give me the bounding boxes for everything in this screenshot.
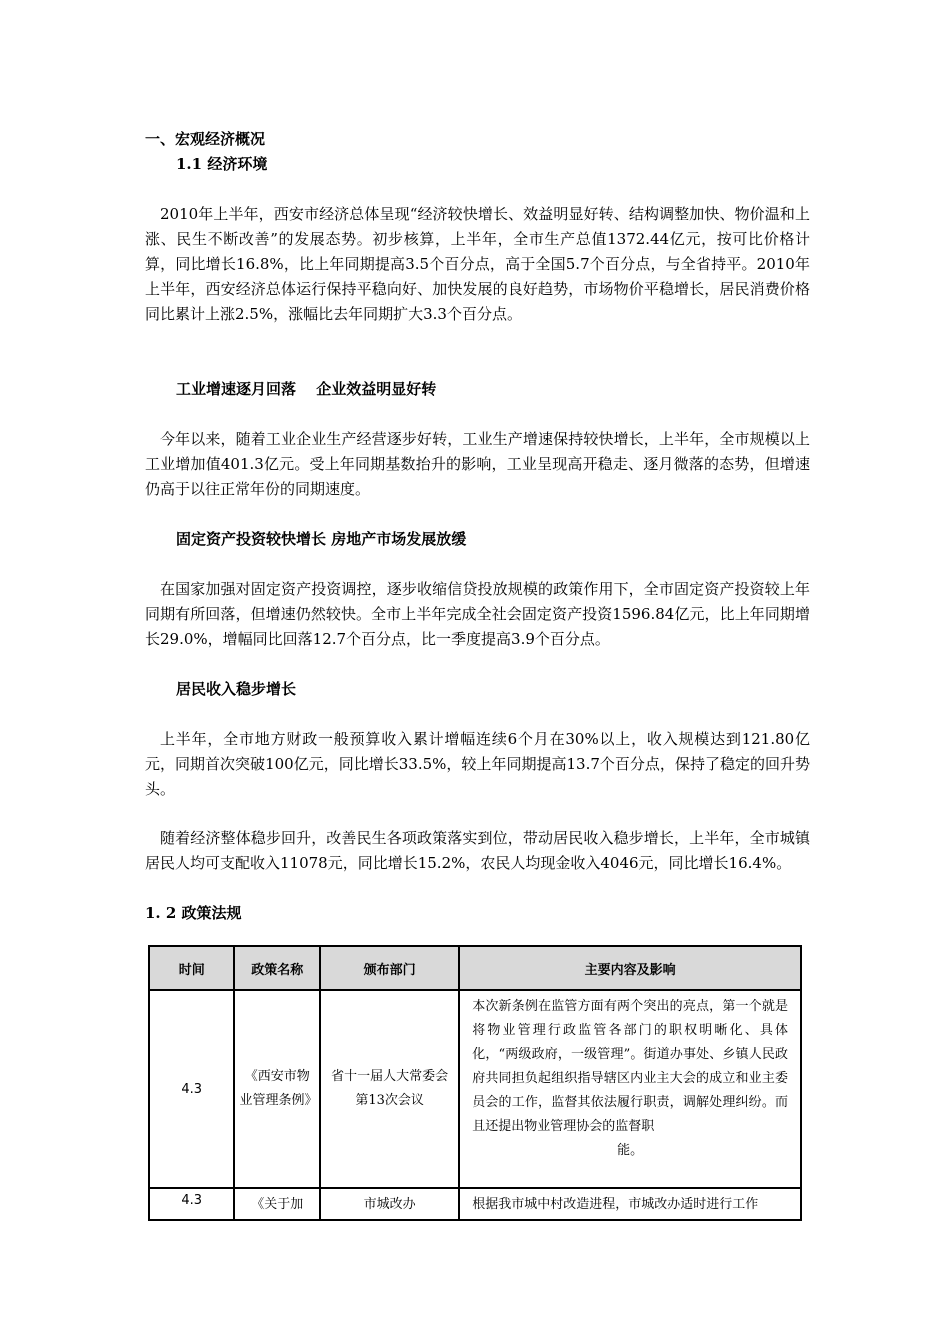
section-title: 一、宏观经济概况 (145, 130, 266, 148)
paragraph-overview: 2010年上半年，西安市经济总体呈现“经济较快增长、效益明显好转、结构调整加快、物价温和上涨、民生不断改善”的发展态势。初步核算，上半年，全市生产总值1372.44亿元，按可比价格计算，同比增长16.8%，比上年同期提高3.5个百分点，高于全国5.7个百分点，与全省持平。2010年上半年，西安经济总体运行保持平稳向好、加快发展的良好趋势，市场物价平稳增长，居民消费价格同比累计上涨2.5%，涨幅比去年同期扩大3.3个百分点。 (145, 205, 810, 323)
cell-time: 4.3 (149, 990, 234, 1188)
cell-department: 市城改办 (320, 1188, 459, 1220)
header-time: 时间 (149, 946, 234, 990)
table-header-row (149, 946, 801, 990)
cell-policy-name: 《关于加 (234, 1188, 320, 1220)
heading-investment: 固定资产投资较快增长 房地产市场发展放缓 (176, 530, 467, 548)
policy-table (148, 945, 802, 1221)
table-row (149, 990, 801, 1188)
paragraph-fiscal: 上半年，全市地方财政一般预算收入累计增幅连续6个月在30%以上，收入规模达到121.80亿元，同期首次突破100亿元，同比增长33.5%，较上年同期提高13.7个百分点，保持了稳定的回升势头。 (145, 730, 810, 798)
heading-income: 居民收入稳步增长 (176, 680, 297, 698)
content-text-end: 能。 (617, 1143, 644, 1158)
header-department: 颁布部门 (320, 946, 459, 990)
subsection-policy: 1. 2 政策法规 (145, 904, 242, 922)
header-content: 主要内容及影响 (459, 946, 801, 990)
cell-time: 4.3 (149, 1188, 234, 1220)
paragraph-investment: 在国家加强对固定资产投资调控，逐步收缩信贷投放规模的政策作用下，全市固定资产投资较上年同期有所回落，但增速仍然较快。全市上半年完成全社会固定资产投资1596.84亿元，比上年同期增长29.0%，增幅同比回落12.7个百分点，比一季度提高3.9个百分点。 (145, 580, 810, 648)
table-row (149, 1188, 801, 1220)
subsection-economic-environment: 1.1 经济环境 (176, 155, 268, 173)
content-text: 本次新条例在监管方面有两个突出的亮点，第一个就是将物业管理行政监管各部门的职权明晰化、具体化，“两级政府，一级管理”。街道办事处、乡镇人民政府共同担负起组织指导辖区内业主大会的成立和业主委员会的工作，监督其依法履行职责，调解处理纠纷。而且还提出物业管理协会的监督职 (472, 999, 788, 1134)
cell-department: 省十一届人大常委会第13次会议 (320, 990, 459, 1188)
paragraph-industry: 今年以来，随着工业企业生产经营逐步好转，工业生产增速保持较快增长，上半年，全市规模以上工业增加值401.3亿元。受上年同期基数抬升的影响，工业呈现高开稳走、逐月微落的态势，但增速仍高于以往正常年份的同期速度。 (145, 430, 810, 498)
paragraph-income: 随着经济整体稳步回升，改善民生各项政策落实到位，带动居民收入稳步增长，上半年，全市城镇居民人均可支配收入11078元，同比增长15.2%，农民人均现金收入4046元，同比增长16.4%。 (145, 829, 810, 872)
cell-policy-name: 《西安市物业管理条例》 (234, 990, 320, 1188)
cell-content: 根据我市城中村改造进程，市城改办适时进行工作 (459, 1188, 801, 1220)
cell-content (459, 990, 801, 1188)
heading-industry: 工业增速逐月回落 企业效益明显好转 (176, 380, 437, 398)
header-policy-name: 政策名称 (234, 946, 320, 990)
